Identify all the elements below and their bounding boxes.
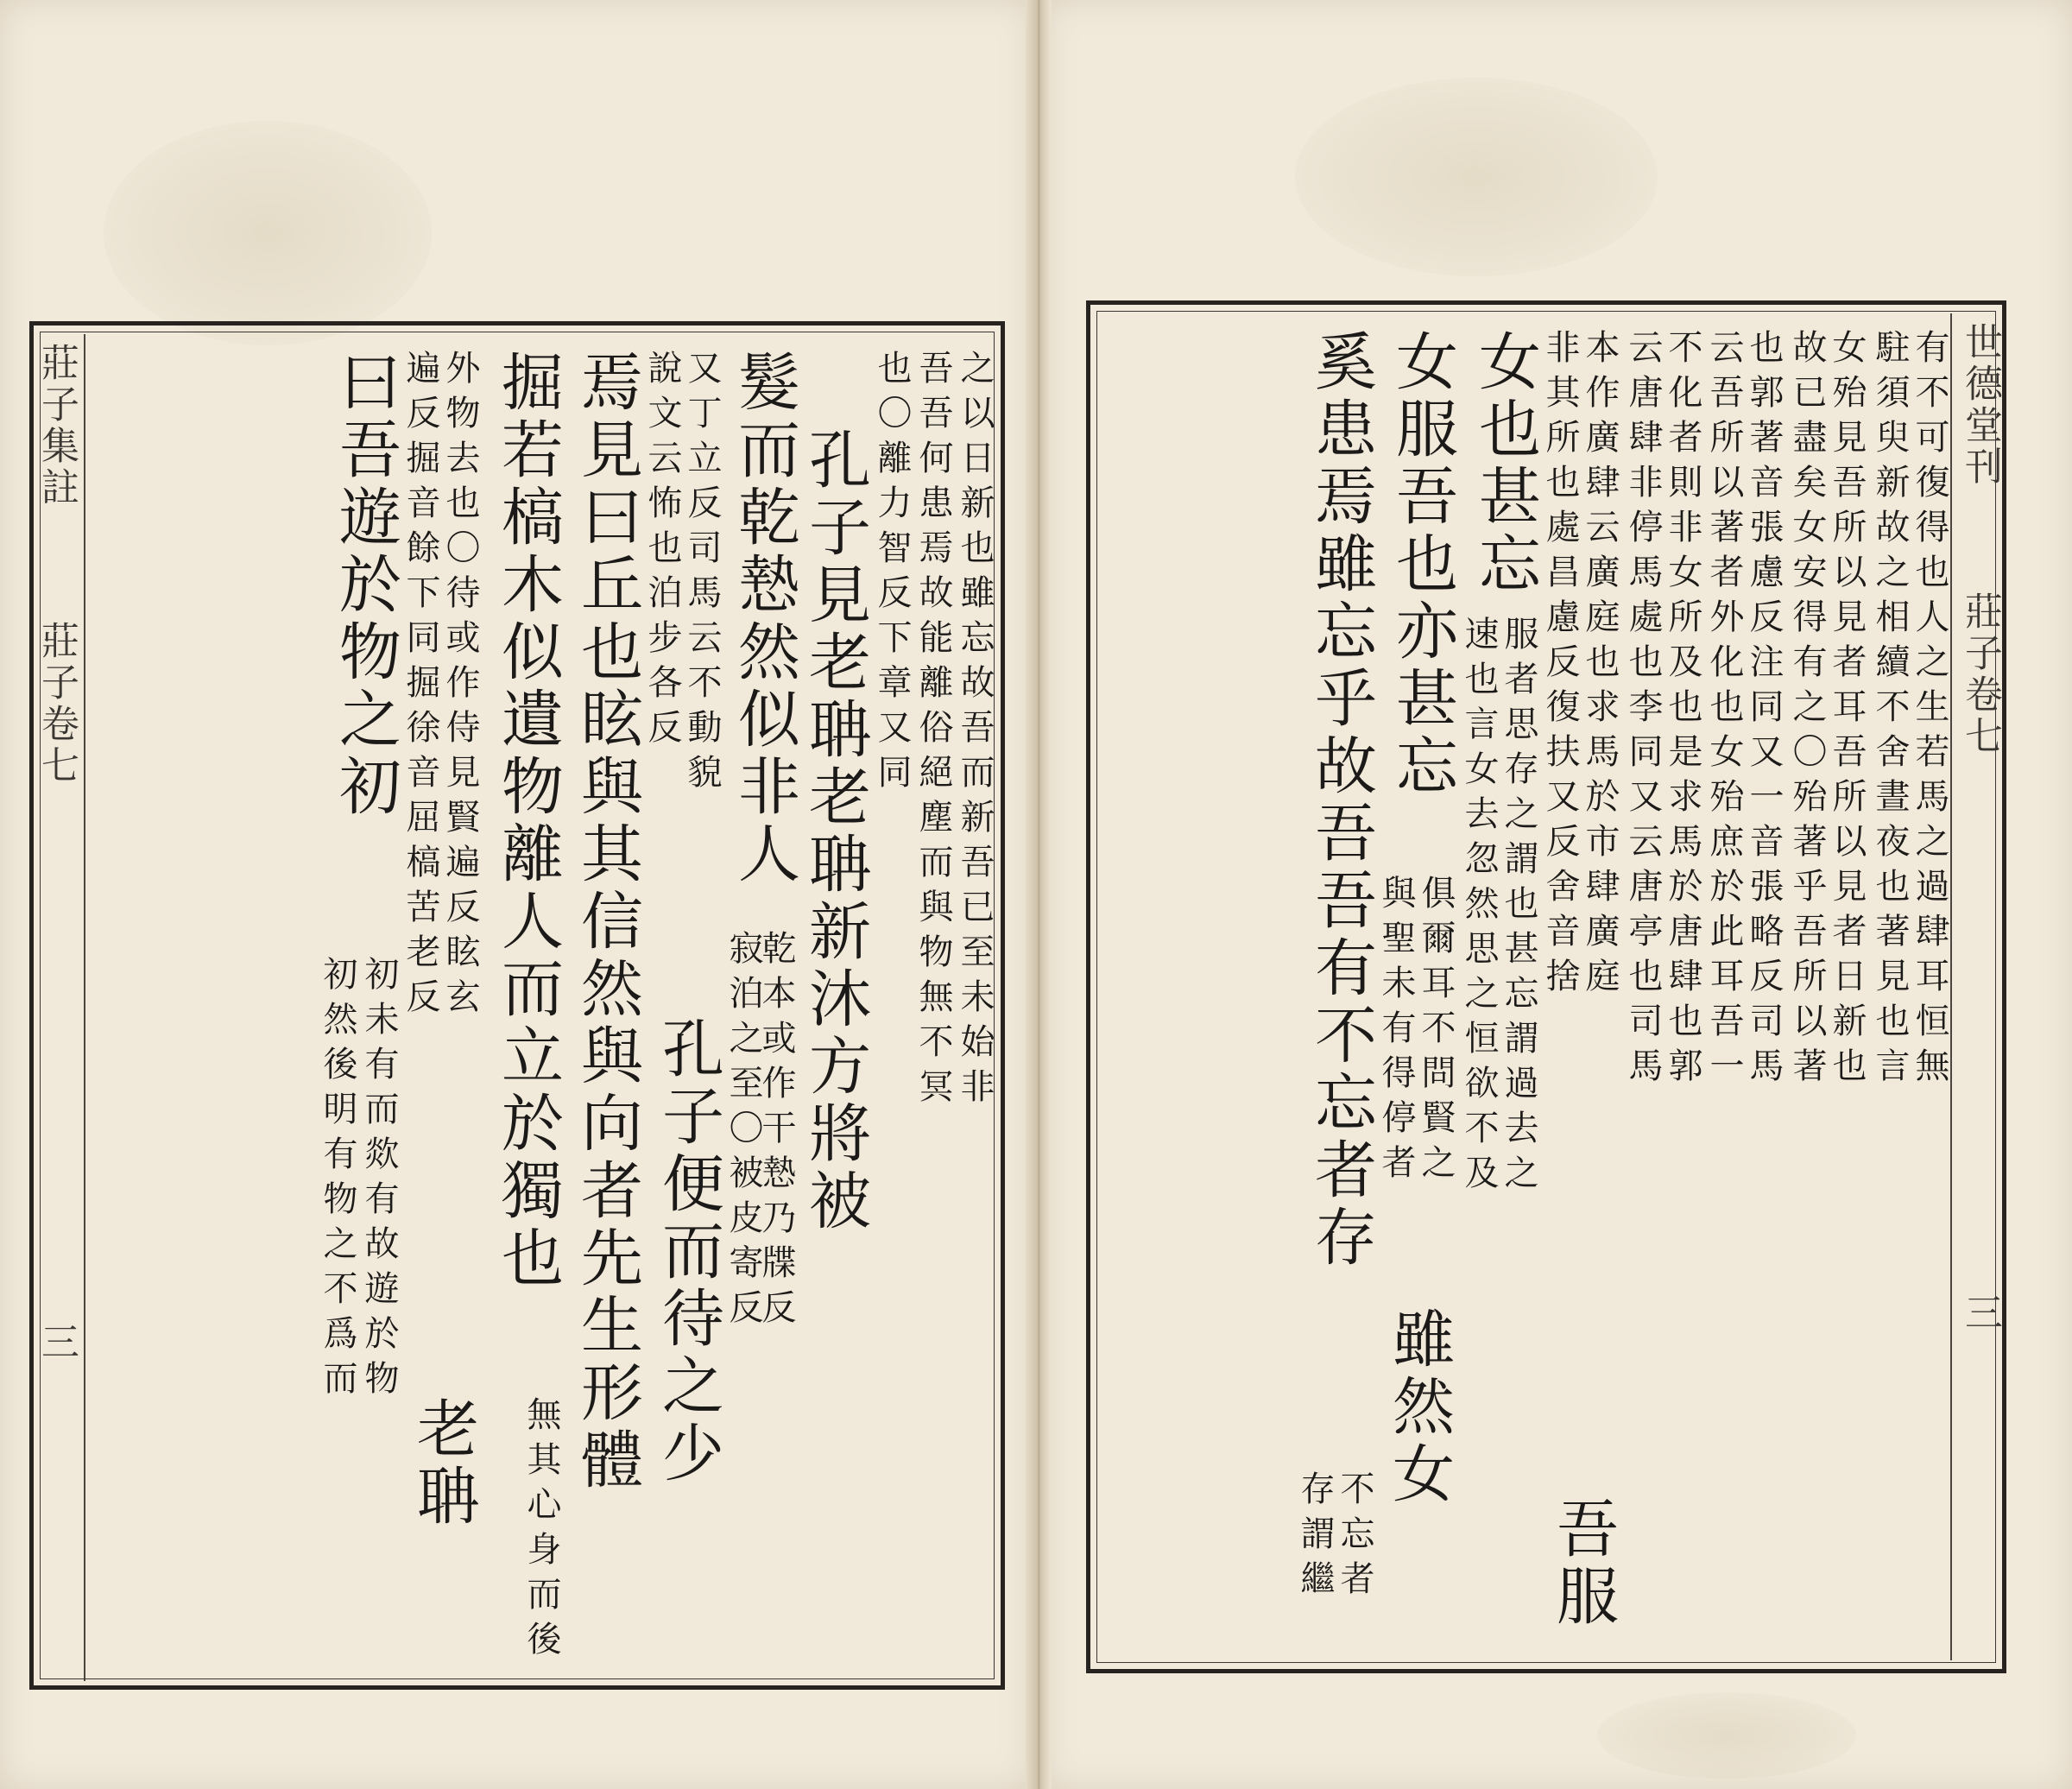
margin-rule [1950,313,1952,1660]
left-margin-title: 莊子集註 [35,343,79,509]
text-column: 又丁立反司馬云不動貌 [682,350,722,799]
right-margin-folio: 三 [1958,1293,2002,1334]
paper-stain [1295,78,1658,276]
text-column: 故已盡矣女安得有之〇殆著乎吾所以著 [1787,329,1827,1092]
text-column: 奚患焉雖忘乎故吾吾有不忘者存 [1304,329,1377,1272]
text-column: 初然後明有物之不爲而 [318,956,357,1405]
text-column: 老聃 [407,1396,479,1531]
text-column: 存謂繼 [1295,1470,1335,1605]
left-margin-folio: 三 [35,1322,79,1363]
text-column: 女殆見吾所以見者耳吾所以見者日新也 [1827,329,1867,1092]
text-column: 俱爾耳不問賢之 [1416,875,1456,1189]
left-margin-strip [35,343,79,1672]
text-column: 孔子見老聃老聃新沐方將被 [799,427,871,1236]
text-column: 非其所也處昌慮反復扶又反舍音捨 [1540,329,1580,1002]
text-column: 云吾所以著者外化也女殆庶於此耳吾一 [1704,329,1744,1092]
text-column: 也〇離力智反下章又同 [872,350,912,799]
margin-rule [84,334,85,1681]
text-column: 雖然女 [1382,1306,1455,1508]
text-column: 不忘者 [1335,1470,1374,1605]
text-column: 女也甚忘 [1469,329,1541,598]
text-column: 也郭著音張慮反注同又一音張略反司馬 [1744,329,1784,1092]
text-column: 云唐肆非停馬處也李同又云唐亭也司馬 [1623,329,1663,1092]
paper-stain [104,121,432,345]
right-page-frame [1086,300,2006,1673]
right-margin-volume: 莊子卷七 [1958,591,2002,757]
text-column: 駐須臾新故之相續不舍晝夜也著見也言 [1870,329,1910,1092]
text-column: 掘若槁木似遺物離人而立於獨也 [491,350,564,1293]
text-column: 速也言女去忽然思之恒欲不及 [1459,616,1499,1199]
text-column: 遍反掘音餘下同掘徐音屈槁苦老反 [401,350,440,1023]
text-column: 曰吾遊於物之初 [329,350,401,821]
text-column: 與聖未有得停者 [1376,875,1416,1189]
text-column: 初未有而欻有故遊於物 [359,956,399,1405]
text-column: 女服吾也亦甚忘 [1386,329,1458,800]
text-column: 不化者則非女所及也是求馬於唐肆也郭 [1663,329,1702,1092]
text-column: 外物去也〇待或作侍見賢遍反眩玄 [440,350,480,1023]
text-column: 無其心身而後 [521,1396,561,1666]
text-column: 本作廣肆云廣庭也求馬於市肆廣庭 [1580,329,1620,1002]
text-column: 孔子便而待之少 [652,1016,724,1488]
text-column: 之以日新也雖忘故吾而新吾已至未始非 [955,350,995,1113]
text-column: 寂泊之至〇被皮寄反 [723,930,763,1334]
left-page-frame [29,321,1005,1690]
right-margin-strip [1958,322,2002,1652]
text-column: 說文云怖也泊步各反 [642,350,682,754]
paper-stain [1597,1692,1856,1779]
text-column: 服者思存之謂也甚忘謂過去之 [1499,616,1538,1199]
book-gutter [1026,0,1052,1789]
left-margin-volume: 莊子卷七 [35,621,79,787]
text-column: 吾吾何患焉故能離俗絕塵而與物無不冥 [913,350,953,1113]
text-column: 髮而乾慹然似非人 [728,350,800,888]
text-column: 焉見曰丘也眩與其信然與向者先生形體 [571,350,643,1495]
text-column: 有不可復得也人之生若馬之過肆耳恒無 [1910,329,1949,1092]
right-margin-title: 世德堂刊 [1958,322,2002,488]
text-column: 乾本或作干慹乃牒反 [756,930,796,1334]
text-column: 吾服 [1546,1496,1619,1631]
